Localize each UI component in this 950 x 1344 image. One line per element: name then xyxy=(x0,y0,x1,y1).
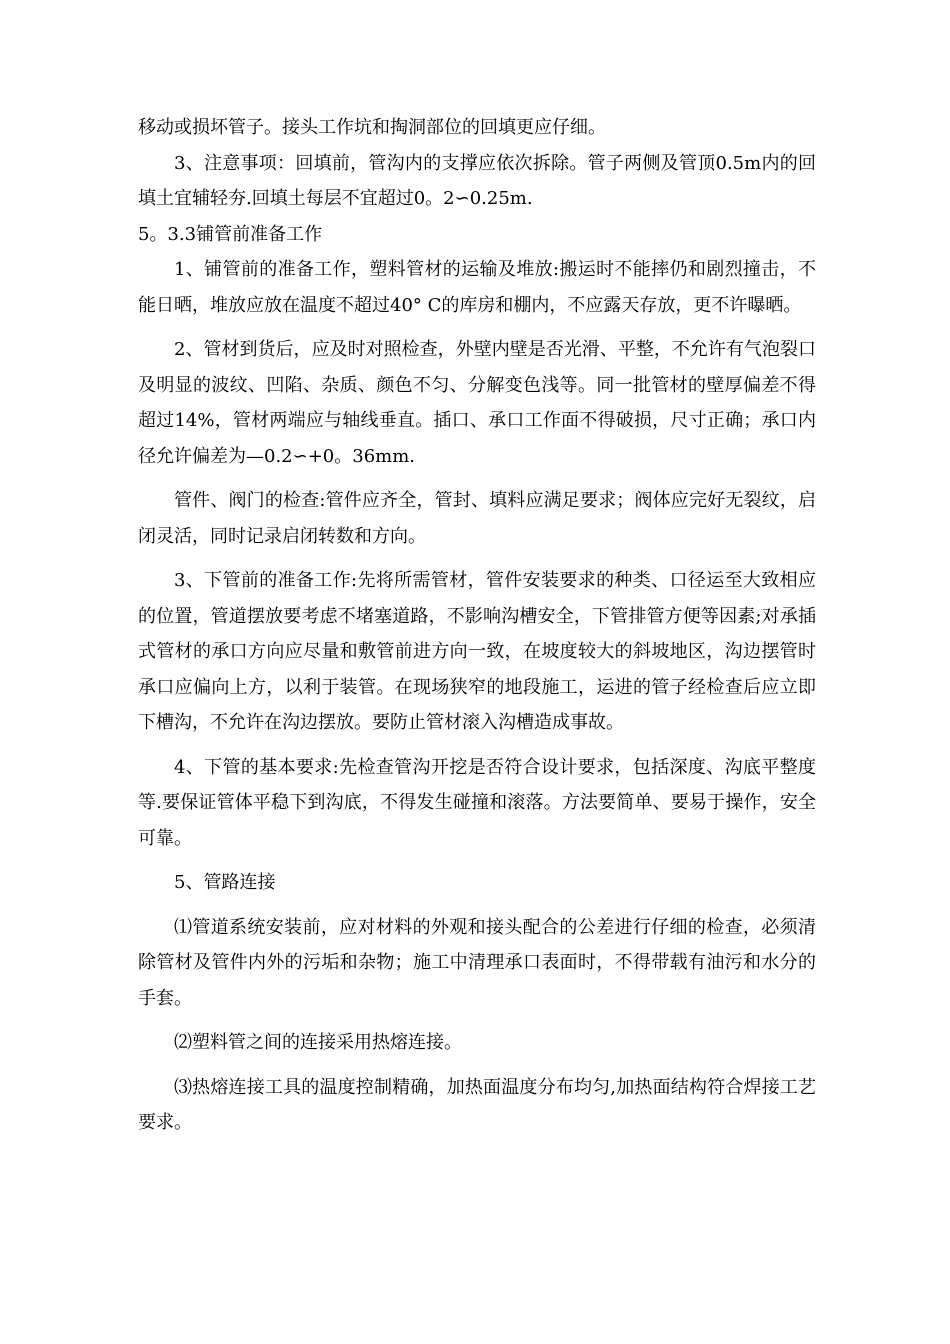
paragraph-pre-laying-prep: 3、下管前的准备工作:先将所需管材，管件安装要求的种类、口径运至大致相应的位置，管道摆放要考虑不堵塞道路，不影响沟槽安全，下管排管方便等因素;对承插式管材的承口方向应尽量和敷管前进方向一致，在坡度较大的斜坡地区，沟边摆管时承口应偏向上方，以利于装管。在现场狭窄的地段施工，运进的管子经检查后应立即下槽沟，不允许在沟边摆放。要防止管材滚入沟槽造成事故。 xyxy=(138,570,816,733)
paragraph-connection-item-2: ⑵塑料管之间的连接采用热熔连接。 xyxy=(174,1032,462,1053)
paragraph-connection-item-3: ⑶热熔连接工具的温度控制精确，加热面温度分布均匀,加热面结构符合焊接工艺要求。 xyxy=(138,1076,816,1133)
paragraph-pipe-connection: 5、管路连接 xyxy=(174,872,276,893)
paragraph-continuation: 移动或损坏管子。接头工作坑和掏洞部位的回填更应仔细。 xyxy=(138,117,606,138)
paragraph-connection-item-1: ⑴管道系统安装前，应对材料的外观和接头配合的公差进行仔细的检查，必须清除管材及管件内外的污垢和杂物；施工中清理承口表面时，不得带载有油污和水分的手套。 xyxy=(138,916,816,1009)
paragraph-fittings-valves: 管件、阀门的检查:管件应齐全，管封、填料应满足要求；阀体应完好无裂纹，启闭灵活，同时记录启闭转数和方向。 xyxy=(138,490,816,547)
paragraph-pipe-inspection: 2、管材到货后，应及时对照检查，外壁内壁是否光滑、平整，不允许有气泡裂口及明显的波纹、凹陷、杂质、颜色不匀、分解变色浅等。同一批管材的壁厚偏差不得超过14%，管材两端应与轴线垂直。插口、承口工作面不得破损，尺寸正确；承口内径允许偏差为—0.2∽+0。36mm. xyxy=(138,339,816,467)
paragraph-backfill-notes: 3、注意事项：回填前，管沟内的支撑应依次拆除。管子两侧及管顶0.5m内的回填土宜辅轻夯.回填土每层不宜超过0。2∽0.25m. xyxy=(138,152,816,209)
paragraph-transport-storage: 1、铺管前的准备工作，塑料管材的运输及堆放:搬运时不能摔仍和剧烈撞击，不能日晒，堆放应放在温度不超过40° C的库房和棚内，不应露天存放，更不许曝晒。 xyxy=(138,259,816,316)
paragraph-laying-requirements: 4、下管的基本要求:先检查管沟开挖是否符合设计要求，包括深度、沟底平整度等.要保证管体平稳下到沟底，不得发生碰撞和滚落。方法要简单、要易于操作，安全可靠。 xyxy=(138,756,816,849)
document-body xyxy=(138,110,816,1141)
section-heading: 5。3.3铺管前准备工作 xyxy=(138,223,323,245)
